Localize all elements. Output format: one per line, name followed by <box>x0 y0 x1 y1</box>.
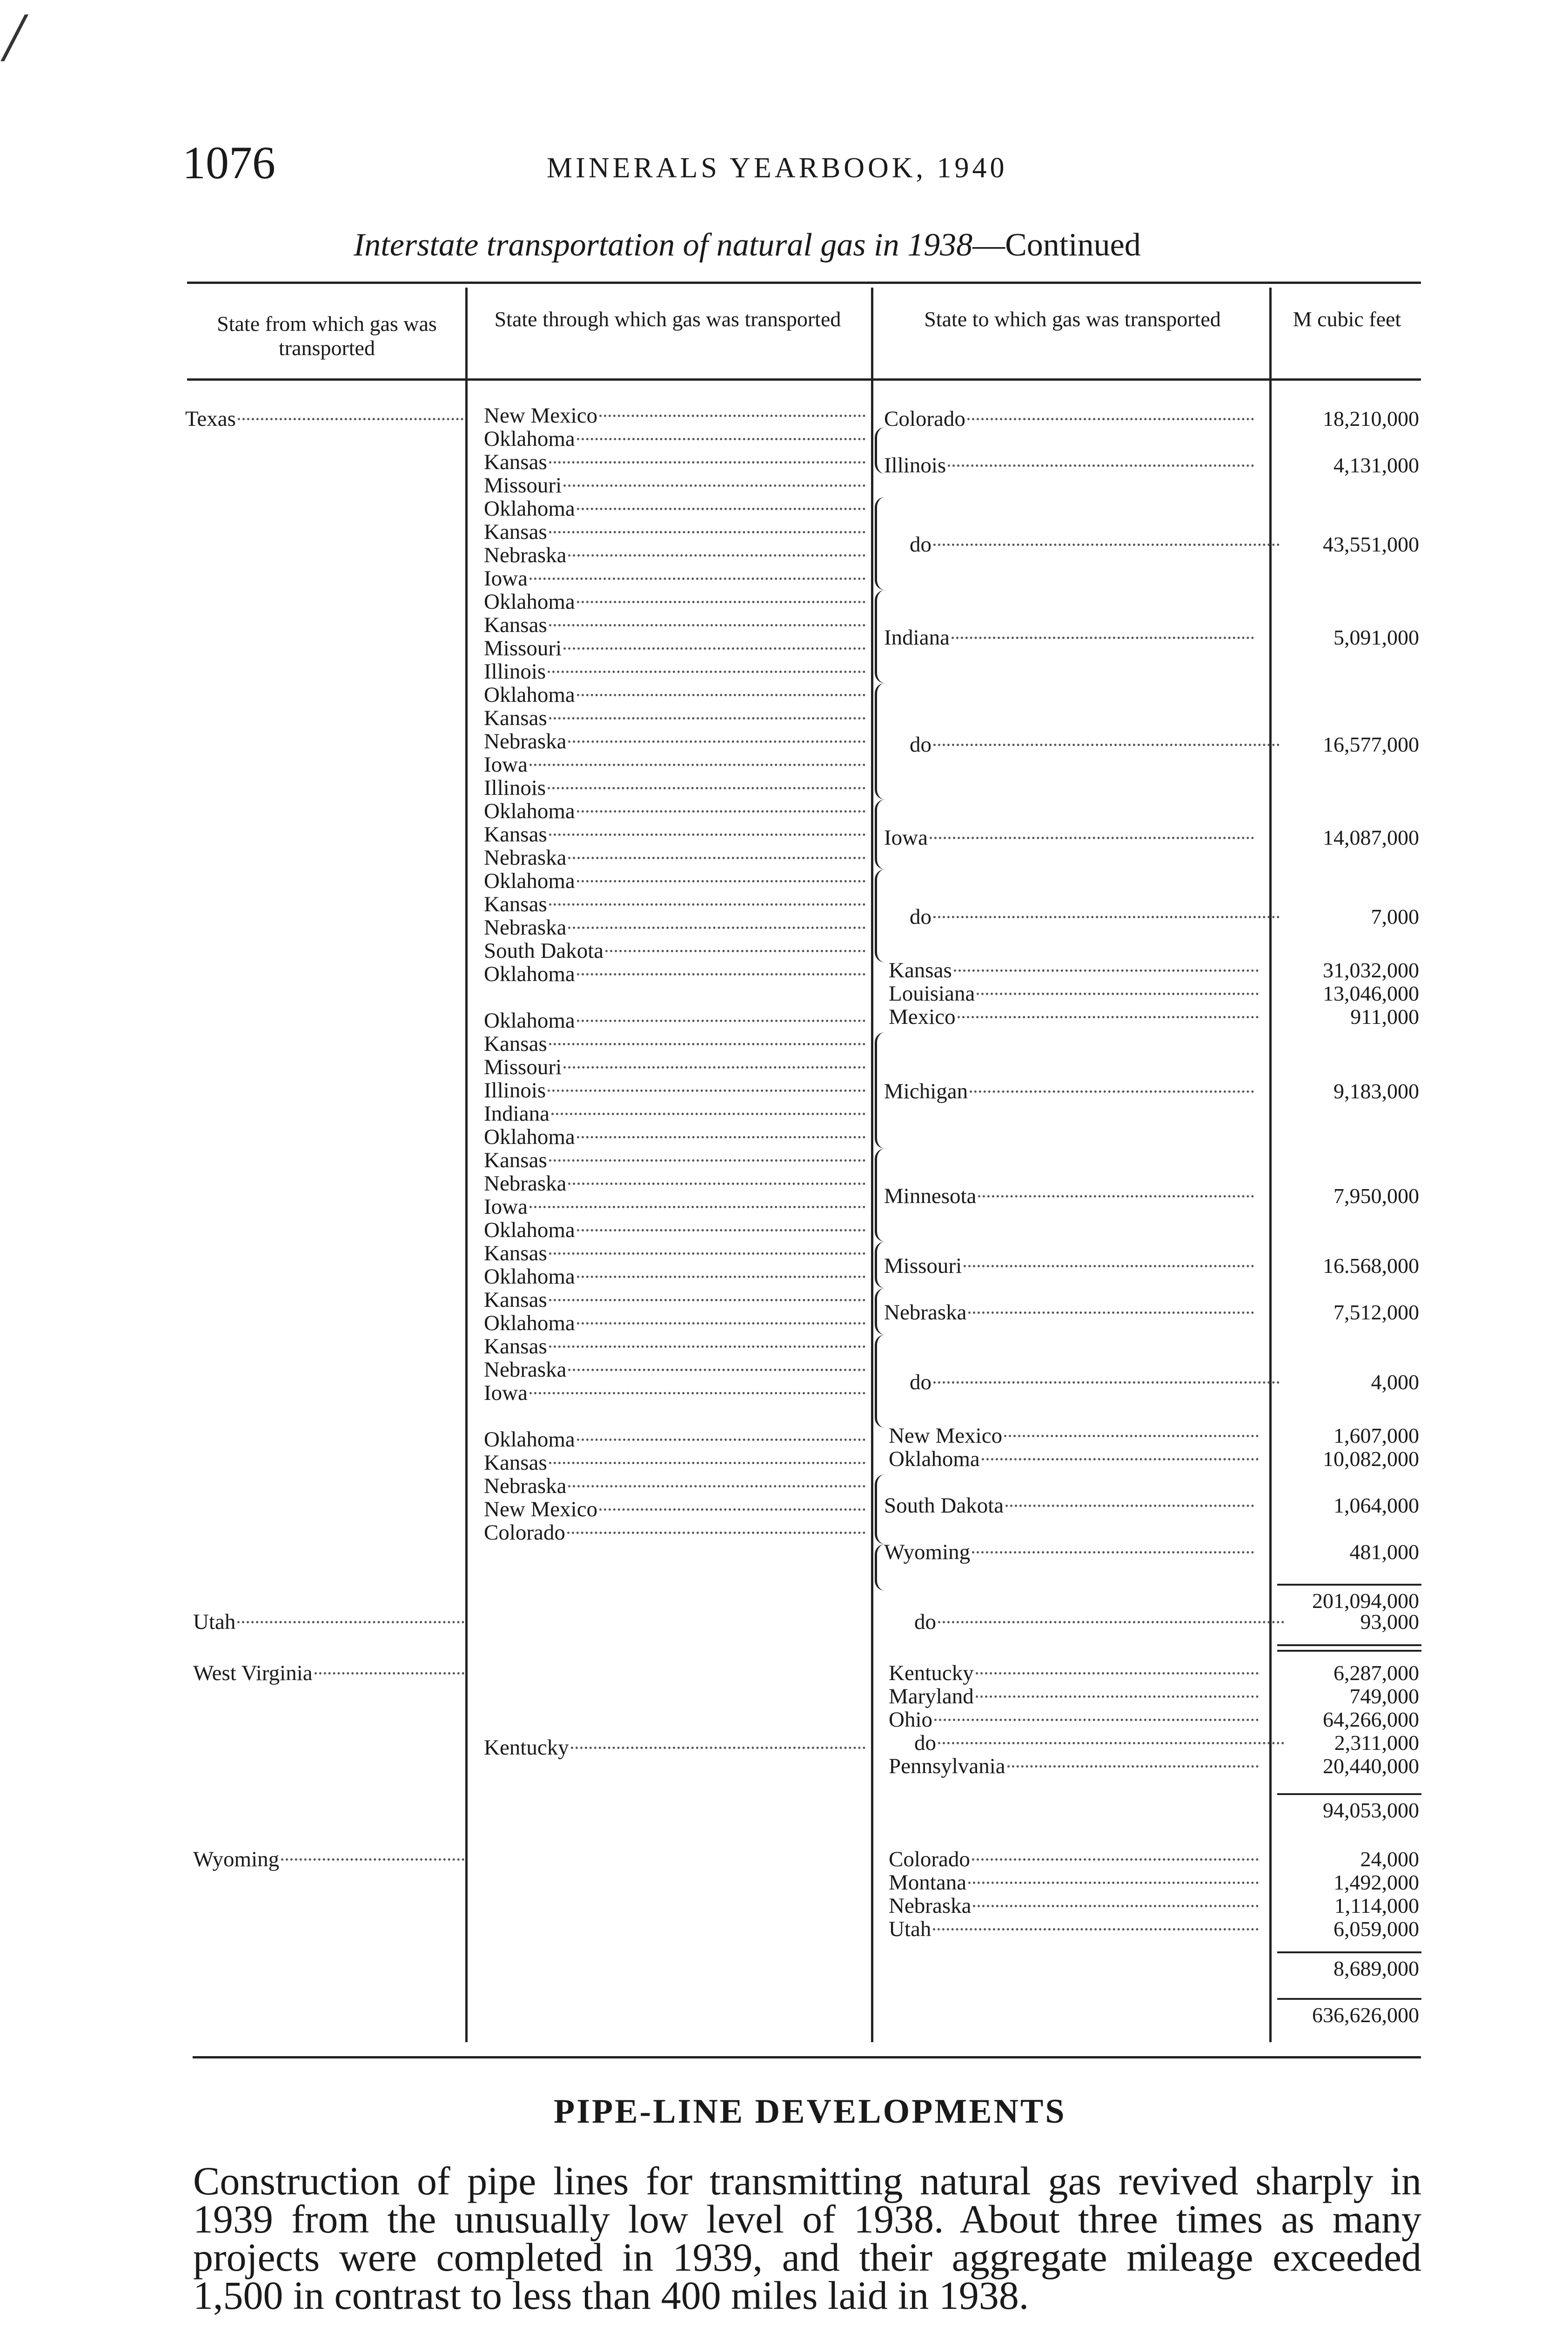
through-state-row <box>484 986 865 1009</box>
through-state-row <box>484 753 865 776</box>
through-state-row <box>484 1102 865 1125</box>
through-state-label: Oklahoma <box>484 1218 575 1242</box>
through-state-row <box>484 1521 865 1544</box>
quantity-value: 18,210,000 <box>1323 407 1419 430</box>
through-state-row <box>484 404 865 427</box>
to-state-row <box>884 1301 1254 1324</box>
quantity-value: 31,032,000 <box>1323 958 1419 982</box>
grand-total-rule <box>1277 1998 1421 2000</box>
to-state-row <box>884 1254 1254 1278</box>
quantity-value: 43,551,000 <box>1323 532 1419 556</box>
through-state-label: Kentucky <box>484 1736 569 1759</box>
through-state-row <box>484 939 865 962</box>
quantity-value: 9,183,000 <box>1333 1079 1419 1103</box>
header-from-state: State from which gas was transported <box>217 312 437 360</box>
column-rule-2 <box>871 288 873 2042</box>
through-state-label: Nebraska <box>484 544 567 567</box>
through-state-label: Iowa <box>484 1381 528 1405</box>
through-state-label: Nebraska <box>484 730 567 753</box>
through-state-row <box>484 1358 865 1381</box>
through-state-label: Nebraska <box>484 1358 567 1381</box>
through-state-row <box>484 1311 865 1335</box>
through-state-row <box>484 1474 865 1498</box>
to-state-row <box>889 1894 1259 1917</box>
header-to-state: State to which gas was transported <box>924 307 1221 331</box>
through-state-row <box>484 869 865 893</box>
through-state-label: Nebraska <box>484 846 567 869</box>
to-state-label: Utah <box>889 1917 931 1941</box>
quantity-value: 749,000 <box>1349 1684 1419 1708</box>
through-state-row <box>484 706 865 730</box>
from-state-texas <box>185 407 463 430</box>
through-state-label: Indiana <box>484 1102 549 1125</box>
from-state-west-virginia <box>193 1661 464 1685</box>
column-rule-1 <box>465 288 468 2042</box>
to-state-row <box>884 626 1254 649</box>
through-state-label: Kansas <box>484 706 547 730</box>
grand-total-rule-1 <box>1277 1644 1421 1646</box>
to-state-row <box>889 1661 1259 1685</box>
header-through-state: State through which gas was transported <box>494 307 841 331</box>
to-state-row <box>889 982 1259 1005</box>
table-title-main: Interstate transportation of natural gas in 1938 <box>354 227 973 263</box>
to-state-row <box>884 407 1254 430</box>
through-state-row <box>484 1056 865 1079</box>
through-state-row <box>484 893 865 916</box>
through-state-row <box>484 1876 865 1899</box>
through-state-label: Nebraska <box>484 1474 567 1498</box>
through-state-row <box>484 1172 865 1195</box>
quantity-value: 16,577,000 <box>1323 733 1419 756</box>
running-head: MINERALS YEARBOOK, 1940 <box>547 152 1008 184</box>
brace-illinois-2 <box>875 497 886 590</box>
to-state-label: Indiana <box>884 626 950 649</box>
grand-total: 636,626,000 <box>1312 2003 1419 2027</box>
through-state-row <box>484 800 865 823</box>
brace-iowa-2 <box>875 869 886 962</box>
quantity-value: 1,114,000 <box>1334 1894 1419 1917</box>
through-state-row <box>484 1288 865 1311</box>
quantity-value: 16.568,000 <box>1323 1254 1419 1278</box>
to-state-label: Pennsylvania <box>889 1755 1005 1778</box>
through-state-row <box>484 846 865 869</box>
through-state-row <box>484 962 865 986</box>
quantity-value: 5,091,000 <box>1333 625 1419 649</box>
to-state-row <box>884 1184 1254 1208</box>
quantity-value: 20,440,000 <box>1323 1754 1419 1778</box>
quantity-value: 6,059,000 <box>1333 1917 1419 1941</box>
to-state-label: do <box>910 533 931 556</box>
through-state-label: Kansas <box>484 1288 547 1311</box>
through-state-label: Kansas <box>484 451 547 474</box>
through-state-row <box>484 1405 865 1428</box>
through-state-row <box>484 451 865 474</box>
brace-minnesota <box>875 1149 886 1242</box>
quantity-value: 64,266,000 <box>1323 1708 1419 1731</box>
through-state-row <box>484 1498 865 1521</box>
to-state-row <box>884 733 1280 756</box>
through-state-row <box>484 730 865 753</box>
to-state-row <box>889 1610 1284 1634</box>
through-state-label: Oklahoma <box>484 1428 575 1451</box>
through-state-row <box>484 613 865 637</box>
to-state-row <box>884 826 1254 849</box>
quantity-value: 6,287,000 <box>1333 1661 1419 1685</box>
to-state-row <box>884 1540 1254 1564</box>
quantity-value: 1,064,000 <box>1333 1493 1419 1517</box>
to-state-row <box>889 1731 1284 1755</box>
through-state-row <box>484 1242 865 1265</box>
through-state-row <box>484 1032 865 1056</box>
to-state-label: Louisiana <box>889 982 975 1005</box>
quantity-value: 1,492,000 <box>1333 1870 1419 1894</box>
brace-indiana-2 <box>875 683 886 800</box>
to-state-row <box>889 1424 1259 1447</box>
brace-michigan <box>875 1032 886 1149</box>
through-state-label: Oklahoma <box>484 869 575 893</box>
to-state-label: Illinois <box>884 454 946 477</box>
through-state-row <box>484 1451 865 1474</box>
through-state-row <box>484 544 865 567</box>
to-state-label: do <box>914 1610 936 1634</box>
table-title <box>354 229 1141 262</box>
to-state-row <box>889 1755 1259 1778</box>
through-state-label: Oklahoma <box>484 590 575 613</box>
from-state-label: Wyoming <box>193 1848 280 1871</box>
through-state-label: Kansas <box>484 893 547 916</box>
brace-nebraska-1 <box>875 1288 886 1335</box>
through-state-row <box>484 1218 865 1242</box>
through-state-label: Iowa <box>484 1195 528 1218</box>
through-state-row <box>484 823 865 846</box>
quantity-value: 7,000 <box>1371 905 1419 928</box>
to-state-row <box>884 454 1254 477</box>
through-state-label: Oklahoma <box>484 683 575 706</box>
through-state-row <box>484 1265 865 1288</box>
from-state-utah <box>193 1610 464 1634</box>
through-state-row <box>484 1195 865 1218</box>
subtotal-rule-texas <box>1277 1584 1421 1586</box>
through-state-row <box>484 497 865 520</box>
to-state-row <box>889 1005 1259 1029</box>
through-state-label: New Mexico <box>484 1498 598 1521</box>
to-state-label: Wyoming <box>884 1540 971 1564</box>
subtotal-rule-wyoming <box>1277 1951 1421 1953</box>
total-west-virginia: 94,053,000 <box>1323 1798 1419 1822</box>
through-state-row <box>484 1759 865 1782</box>
through-state-label: Kansas <box>484 1149 547 1172</box>
quantity-value: 481,000 <box>1349 1540 1419 1564</box>
brace-wyoming <box>875 1544 886 1591</box>
through-state-label: Missouri <box>484 637 562 660</box>
section-heading: PIPE-LINE DEVELOPMENTS <box>554 2092 1066 2131</box>
through-state-label: Nebraska <box>484 916 567 939</box>
through-state-label: Missouri <box>484 1056 562 1079</box>
to-state-row <box>889 1871 1259 1894</box>
quantity-value: 93,000 <box>1360 1610 1419 1634</box>
through-state-label: South Dakota <box>484 939 604 962</box>
header-quantity: M cubic feet <box>1293 307 1401 331</box>
to-state-label: Nebraska <box>884 1301 967 1324</box>
from-state-label: Texas <box>185 407 236 430</box>
through-state-row <box>484 427 865 451</box>
to-state-row <box>889 1708 1259 1731</box>
to-state-label: Ohio <box>889 1708 932 1731</box>
through-state-row <box>484 1614 865 1637</box>
from-state-label: West Virginia <box>193 1661 313 1685</box>
quantity-value: 911,000 <box>1350 1005 1419 1029</box>
brace-missouri <box>875 1242 886 1288</box>
to-state-row <box>889 1685 1259 1708</box>
from-state-label: Utah <box>193 1610 236 1634</box>
total-wyoming: 8,689,000 <box>1333 1957 1419 1980</box>
to-state-label: New Mexico <box>889 1424 1003 1447</box>
through-state-label: Oklahoma <box>484 1009 575 1032</box>
through-state-row <box>484 1149 865 1172</box>
quantity-value: 1,607,000 <box>1333 1424 1419 1447</box>
table-title-suffix: —Continued <box>972 227 1141 263</box>
through-state-row <box>484 916 865 939</box>
to-state-row <box>889 1917 1259 1941</box>
quantity-value: 14,087,000 <box>1323 826 1419 849</box>
to-state-row <box>884 533 1280 556</box>
through-state-label: Kansas <box>484 823 547 846</box>
to-state-row <box>884 905 1280 928</box>
quantity-value: 2,311,000 <box>1334 1731 1419 1755</box>
to-state-label: Minnesota <box>884 1184 977 1208</box>
to-state-label: Missouri <box>884 1254 962 1278</box>
subtotal-rule-west-virginia <box>1277 1793 1421 1795</box>
total-texas: 201,094,000 <box>1312 1589 1419 1613</box>
to-state-label: Oklahoma <box>889 1447 980 1471</box>
through-state-row <box>484 660 865 683</box>
to-state-label: Colorado <box>889 1848 970 1871</box>
brace-nebraska-2 <box>875 1335 886 1428</box>
through-state-label: Kansas <box>484 1335 547 1358</box>
through-state-label: Iowa <box>484 753 528 776</box>
to-state-label: do <box>914 1731 936 1755</box>
to-state-row <box>884 1371 1280 1394</box>
to-state-row <box>884 1494 1254 1517</box>
through-state-row <box>484 1852 865 1876</box>
through-state-row <box>484 1922 865 1945</box>
to-state-label: Montana <box>889 1871 967 1894</box>
through-state-row <box>484 1666 865 1689</box>
through-state-row <box>484 637 865 660</box>
to-state-label: Iowa <box>884 826 928 849</box>
brace-iowa-1 <box>875 800 886 869</box>
through-state-row <box>484 1381 865 1405</box>
through-state-label: Nebraska <box>484 1172 567 1195</box>
table-top-rule <box>187 282 1421 284</box>
through-state-label: Kansas <box>484 520 547 544</box>
to-state-label: Maryland <box>889 1685 974 1708</box>
quantity-value: 4,000 <box>1371 1370 1419 1394</box>
to-state-label: Mexico <box>889 1005 956 1029</box>
to-state-label: do <box>910 905 931 928</box>
brace-south-dakota <box>875 1474 886 1544</box>
to-state-label: Michigan <box>884 1080 968 1103</box>
through-state-label: Kansas <box>484 1242 547 1265</box>
through-state-label: Oklahoma <box>484 1125 575 1149</box>
through-state-label: Oklahoma <box>484 497 575 520</box>
through-state-label: Oklahoma <box>484 962 575 986</box>
to-state-row <box>889 1848 1259 1871</box>
table-bottom-rule <box>193 2056 1421 2058</box>
table-header-rule <box>187 378 1421 381</box>
quantity-value: 24,000 <box>1360 1847 1419 1871</box>
through-state-row <box>484 1899 865 1922</box>
through-state-row <box>484 1125 865 1149</box>
through-state-label: Oklahoma <box>484 800 575 823</box>
quantity-value: 4,131,000 <box>1333 453 1419 477</box>
through-state-label: Kansas <box>484 613 547 637</box>
through-state-label: Kansas <box>484 1032 547 1056</box>
to-state-row <box>889 1447 1259 1471</box>
to-state-label: do <box>910 1371 931 1394</box>
through-state-row <box>484 590 865 613</box>
through-state-label: Oklahoma <box>484 1265 575 1288</box>
through-state-label: Illinois <box>484 1079 546 1102</box>
to-state-row <box>884 1080 1254 1103</box>
through-state-label: Colorado <box>484 1521 565 1544</box>
through-state-label: New Mexico <box>484 404 598 427</box>
to-state-label: do <box>910 733 931 756</box>
through-state-row <box>484 1736 865 1759</box>
through-state-row <box>484 776 865 800</box>
from-state-wyoming <box>193 1848 464 1871</box>
brace-indiana-1 <box>875 590 886 683</box>
through-state-row <box>484 1079 865 1102</box>
through-state-row <box>484 1009 865 1032</box>
to-state-label: South Dakota <box>884 1494 1004 1517</box>
body-paragraph: Construction of pipe lines for transmitting natural gas revived sharply in 1939 from the unusually low level of 1938. About three times as many projects were completed in 1939, and their aggregate mileage exceeded 1,500 in contrast to less than 400 miles laid in 1938. <box>193 2159 1421 2318</box>
quantity-value: 10,082,000 <box>1323 1447 1419 1471</box>
page-number: 1076 <box>182 137 275 188</box>
to-state-label: Kentucky <box>889 1661 974 1685</box>
through-state-row <box>484 567 865 590</box>
through-state-row <box>484 683 865 706</box>
quantity-value: 13,046,000 <box>1323 982 1419 1005</box>
through-state-label: Iowa <box>484 567 528 590</box>
through-state-row <box>484 520 865 544</box>
through-state-label: Missouri <box>484 474 562 497</box>
brace-illinois-1 <box>875 427 886 474</box>
through-state-label: Oklahoma <box>484 427 575 451</box>
through-state-label: Illinois <box>484 660 546 683</box>
to-state-label: Nebraska <box>889 1894 972 1917</box>
quantity-value: 7,950,000 <box>1333 1184 1419 1208</box>
to-state-row <box>889 959 1259 982</box>
to-state-label: Colorado <box>884 407 965 430</box>
to-state-label: Kansas <box>889 959 952 982</box>
through-state-row <box>484 474 865 497</box>
through-state-label: Kansas <box>484 1451 547 1474</box>
through-state-row <box>484 1713 865 1736</box>
through-state-label: Oklahoma <box>484 1311 575 1335</box>
through-state-row <box>484 1335 865 1358</box>
grand-total-rule-2 <box>1277 1650 1421 1652</box>
through-state-row <box>484 1689 865 1713</box>
through-state-row <box>484 1428 865 1451</box>
through-state-label: Illinois <box>484 776 546 800</box>
margin-mark: / <box>4 0 23 76</box>
quantity-value: 7,512,000 <box>1333 1300 1419 1324</box>
